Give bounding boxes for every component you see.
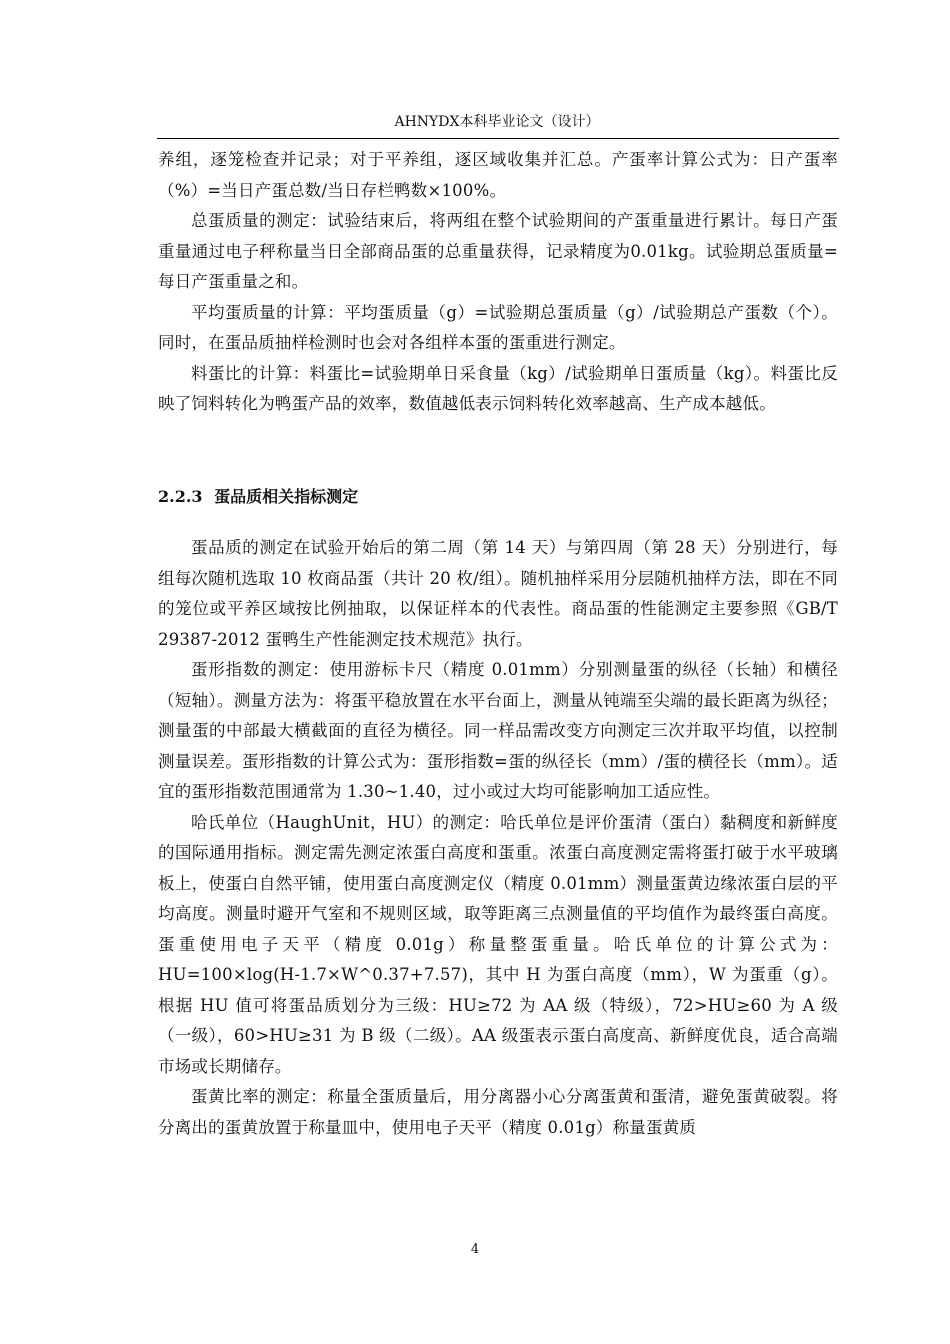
- paragraph-haugh-unit: 哈氏单位（HaughUnit，HU）的测定：哈氏单位是评价蛋清（蛋白）黏稠度和新鲜度的国际通用指标。测定需先测定浓蛋白高度和蛋重。浓蛋白高度测定需将蛋打破于水平玻璃板上，使蛋白自然平铺，使用蛋白高度测定仪（精度 0.01mm）测量蛋黄边缘浓蛋白层的平均高度。测量时避开气室和不规则区域，取等距离三点测量值的平均值作为最终蛋白高度。蛋重使用电子天平（精度 0.01g）称量整蛋重量。哈氏单位的计算公式为：HU=100×log(H-1.7×W^0.37+7.57)，其中 H 为蛋白高度（mm），W 为蛋重（g）。根据 HU 值可将蛋品质划分为三级：HU≥72 为 AA 级（特级），72>HU≥60 为 A 级（一级），60>HU≥31 为 B 级（二级）。AA 级蛋表示蛋白高度高、新鲜度优良，适合高端市场或长期储存。: [158, 812, 838, 1076]
- page-header: AHNYDX本科毕业论文（设计）: [394, 114, 600, 130]
- paragraph-egg-quality-intro: 蛋品质的测定在试验开始后的第二周（第 14 天）与第四周（第 28 天）分别进行，每组每次随机选取 10 枚商品蛋（共计 20 枚/组）。随机抽样采用分层随机抽样方法，即在不同的笼位或平养区域按比例抽取，以保证样本的代表性。商品蛋的性能测定主要参照《GB/T 29387-2012 蛋鸭生产性能测定技术规范》执行。: [158, 538, 838, 649]
- paragraph-feed-egg-ratio: 料蛋比的计算：料蛋比=试验期单日采食量（kg）/试验期单日蛋质量（kg）。料蛋比反映了饲料转化为鸭蛋产品的效率，数值越低表示饲料转化效率越高、生产成本越低。: [158, 363, 838, 413]
- paragraph-yolk-ratio: 蛋黄比率的测定：称量全蛋质量后，用分离器小心分离蛋黄和蛋清，避免蛋黄破裂。将分离出的蛋黄放置于称量皿中，使用电子天平（精度 0.01g）称量蛋黄质: [158, 1087, 838, 1137]
- paragraph-laying-rate: 养组，逐笼检查并记录；对于平养组，逐区域收集并汇总。产蛋率计算公式为：日产蛋率（%）=当日产蛋总数/当日存栏鸭数×100%。: [158, 150, 838, 200]
- paragraph-block-production: [158, 145, 838, 420]
- paragraph-egg-shape-index: 蛋形指数的测定：使用游标卡尺（精度 0.01mm）分别测量蛋的纵径（长轴）和横径（短轴）。测量方法为：将蛋平稳放置在水平台面上，测量从钝端至尖端的最长距离为纵径；测量蛋的中部最大横截面的直径为横径。同一样品需改变方向测定三次并取平均值，以控制测量误差。蛋形指数的计算公式为：蛋形指数=蛋的纵径长（mm）/蛋的横径长（mm）。适宜的蛋形指数范围通常为 1.30~1.40，过小或过大均可能影响加工适应性。: [158, 660, 838, 801]
- paragraph-average-egg-mass: 平均蛋质量的计算：平均蛋质量（g）=试验期总蛋质量（g）/试验期总产蛋数（个）。同时，在蛋品质抽样检测时也会对各组样本蛋的蛋重进行测定。: [158, 302, 838, 352]
- paragraph-block-egg-quality: [158, 533, 838, 1143]
- section-title: 蛋品质相关指标测定: [214, 487, 359, 506]
- section-heading: [158, 482, 358, 513]
- header-rule: [157, 138, 839, 139]
- section-number: 2.2.3: [158, 487, 203, 506]
- paragraph-total-egg-mass: 总蛋质量的测定：试验结束后，将两组在整个试验期间的产蛋重量进行累计。每日产蛋重量通过电子秤称量当日全部商品蛋的总重量获得，记录精度为0.01kg。试验期总蛋质量=每日产蛋重量之和。: [158, 211, 838, 291]
- page-number: 4: [470, 1242, 480, 1257]
